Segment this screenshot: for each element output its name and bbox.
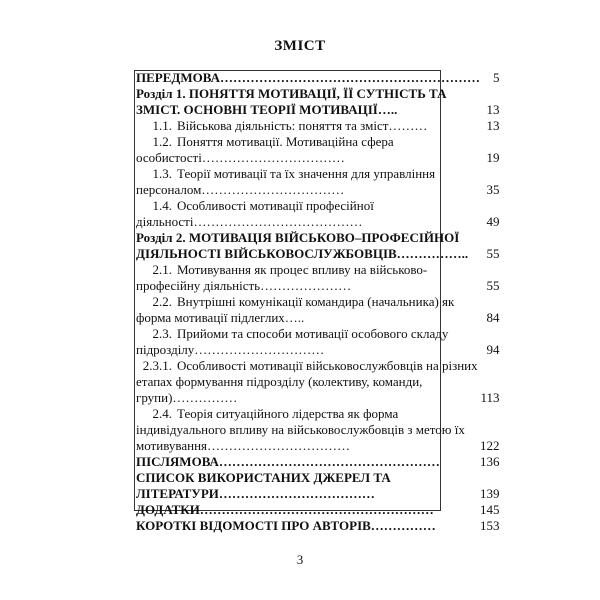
toc-entry-text: Внутрішні комунікації командира (начальника) як форма мотивації підлеглих….. xyxy=(136,294,455,325)
toc-entry-text: СПИСОК ВИКОРИСТАНИХ ДЖЕРЕЛ ТА ЛІТЕРАТУРИ……………………………… xyxy=(136,470,391,501)
toc-entry-number: 2.4. xyxy=(152,406,172,421)
toc-entry-text: Особливості мотивації військовослужбовців на різних етапах формування підрозділу (колективу, команди, групи)…………… xyxy=(136,358,478,405)
toc-entry-appendices[interactable] xyxy=(136,502,499,518)
toc-entry-authors[interactable] xyxy=(136,518,499,534)
toc-entry-page: 136 xyxy=(479,454,500,469)
toc-entry-text: ПІСЛЯМОВА…………………………………………… xyxy=(136,454,440,469)
toc-entry-1-4[interactable] xyxy=(136,198,499,230)
toc-entry-number: 1.2. xyxy=(152,134,172,149)
toc-entry-2-3-1[interactable] xyxy=(136,358,499,406)
toc-entry-number: 2.1. xyxy=(152,262,172,277)
toc-entry-text: Прийоми та способи мотивації особового складу підрозділу………………………… xyxy=(136,326,449,357)
toc-entry-number: 1.1. xyxy=(152,118,172,133)
toc-entry-text: ПОНЯТТЯ МОТИВАЦІЇ, ЇЇ СУТНІСТЬ ТА ЗМІСТ. ОСНОВНІ ТЕОРІЇ МОТИВАЦІЇ….. xyxy=(136,86,447,117)
toc-entry-2-4[interactable] xyxy=(136,406,499,454)
toc-entry-chapter-1[interactable] xyxy=(136,86,499,118)
toc-entry-preface[interactable] xyxy=(136,70,499,86)
toc-entry-text: Теорії мотивації та їх значення для управління персоналом…………………………… xyxy=(136,166,436,197)
toc-entry-text: КОРОТКІ ВІДОМОСТІ ПРО АВТОРІВ…………… xyxy=(136,518,436,533)
toc-entry-number: 1.4. xyxy=(152,198,172,213)
toc-entry-1-2[interactable] xyxy=(136,134,499,166)
toc-entry-number: 2.3.1. xyxy=(142,358,172,373)
toc-entry-page: 145 xyxy=(479,502,500,517)
toc-entry-page: 5 xyxy=(492,70,500,85)
toc-entry-page: 19 xyxy=(486,150,500,165)
toc-entry-page: 113 xyxy=(480,390,500,405)
toc-entry-page: 122 xyxy=(479,438,500,453)
toc-entry-text: ДОДАТКИ……………………………………………… xyxy=(136,502,434,517)
toc-entry-page: 35 xyxy=(486,182,500,197)
toc-entry-text: Особливості мотивації професійної діяльності………………………………… xyxy=(136,198,374,229)
toc-entry-text: Військова діяльність: поняття та зміст……… xyxy=(177,118,428,133)
toc-entry-references[interactable] xyxy=(136,470,499,502)
toc-entry-1-1[interactable] xyxy=(136,118,499,134)
toc-entry-page: 139 xyxy=(479,486,500,501)
toc-entry-text: МОТИВАЦІЯ ВІЙСЬКОВО–ПРОФЕСІЙНОЇ ДІЯЛЬНОСТІ ВІЙСЬКОВОСЛУЖБОВЦІВ…………….. xyxy=(136,230,469,261)
toc-entry-1-3[interactable] xyxy=(136,166,499,198)
toc-entry-page: 13 xyxy=(486,118,500,133)
toc-entry-page: 49 xyxy=(486,214,500,229)
page-title: ЗМІСТ xyxy=(274,38,326,54)
table-of-contents xyxy=(136,70,499,534)
toc-entry-2-2[interactable] xyxy=(136,294,499,326)
toc-entry-number: Розділ 1. xyxy=(136,86,186,101)
toc-entry-text: Теорія ситуаційного лідерства як форма індивідуального впливу на військовослужбовців з метою їх мотивування…………………………… xyxy=(136,406,465,453)
toc-entry-chapter-2[interactable] xyxy=(136,230,499,262)
toc-entry-text: Мотивування як процес впливу на військово-професійну діяльність………………… xyxy=(136,262,428,293)
toc-entry-2-3[interactable] xyxy=(136,326,499,358)
toc-entry-page: 84 xyxy=(486,310,500,325)
toc-entry-page: 55 xyxy=(486,278,500,293)
toc-entry-number: Розділ 2. xyxy=(136,230,186,245)
toc-entry-2-1[interactable] xyxy=(136,262,499,294)
toc-entry-page: 94 xyxy=(486,342,500,357)
toc-entry-number: 2.2. xyxy=(152,294,172,309)
toc-entry-text: Поняття мотивації. Мотиваційна сфера особистості…………………………… xyxy=(136,134,394,165)
toc-entry-number: 2.3. xyxy=(152,326,172,341)
toc-entry-number: 1.3. xyxy=(152,166,172,181)
toc-entry-page: 13 xyxy=(486,102,500,117)
toc-entry-text: ПЕРЕДМОВА…………………………………………………… xyxy=(136,70,480,85)
toc-entry-afterword[interactable] xyxy=(136,454,499,470)
toc-entry-page: 55 xyxy=(486,246,500,261)
toc-entry-page: 153 xyxy=(479,518,500,533)
page-number: 3 xyxy=(296,552,304,567)
